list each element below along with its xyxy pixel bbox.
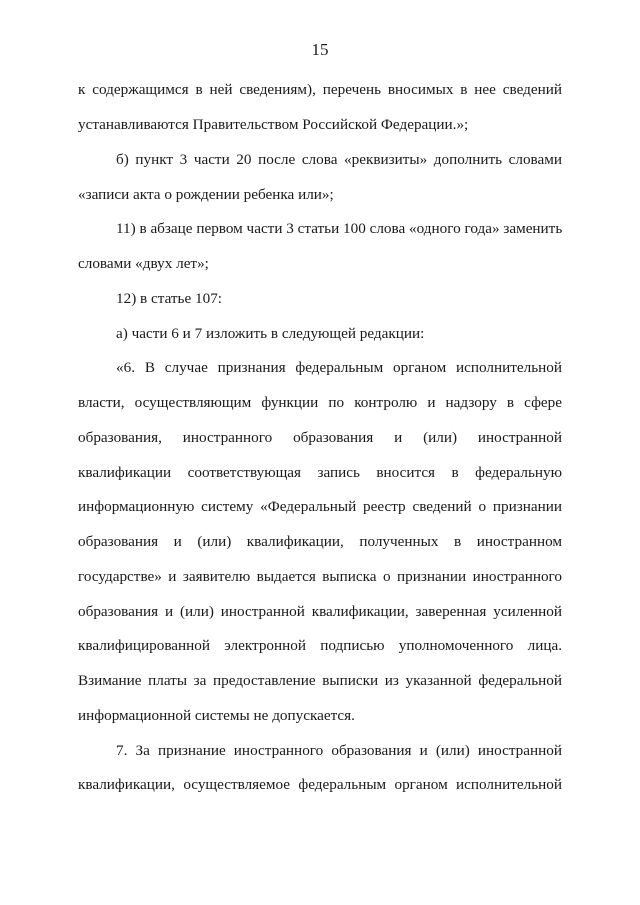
text-line: образования и (или) квалификации, полученных в иностранном xyxy=(78,533,562,550)
text-line: информационную систему «Федеральный реестр сведений о признании xyxy=(78,498,562,515)
text-line: образования и (или) иностранной квалификации, заверенная усиленной xyxy=(78,603,562,620)
text-line: к содержащимся в ней сведениям), перечень вносимых в нее сведений xyxy=(78,81,562,98)
text-line: информационной системы не допускается. xyxy=(78,707,355,724)
text-line: «записи акта о рождении ребенка или»; xyxy=(78,186,334,203)
text-line: Взимание платы за предоставление выписки из указанной федеральной xyxy=(78,672,562,689)
text-line: государстве» и заявителю выдается выписка о признании иностранного xyxy=(78,568,562,585)
text-line: устанавливаются Правительством Российской Федерации.»; xyxy=(78,116,469,133)
text-line: 11) в абзаце первом части 3 статьи 100 слова «одного года» заменить xyxy=(116,220,563,237)
text-line: 12) в статье 107: xyxy=(116,290,223,307)
page-number: 15 xyxy=(311,40,329,59)
text-line: квалификации соответствующая запись вносится в федеральную xyxy=(78,464,562,481)
text-line: образования, иностранного образования и (или) иностранной xyxy=(78,429,562,446)
text-line: квалифицированной электронной подписью уполномоченного лица. xyxy=(78,637,562,654)
text-line: 7. За признание иностранного образования и (или) иностранной xyxy=(116,742,562,759)
text-line: власти, осуществляющим функции по контролю и надзору в сфере xyxy=(78,394,562,411)
text-line: словами «двух лет»; xyxy=(78,255,209,272)
text-line: а) части 6 и 7 изложить в следующей редакции: xyxy=(116,325,425,342)
text-line: квалификации, осуществляемое федеральным органом исполнительной xyxy=(78,776,562,793)
text-line: б) пункт 3 части 20 после слова «реквизиты» дополнить словами xyxy=(116,151,562,168)
text-line: «6. В случае признания федеральным органом исполнительной xyxy=(116,359,562,376)
